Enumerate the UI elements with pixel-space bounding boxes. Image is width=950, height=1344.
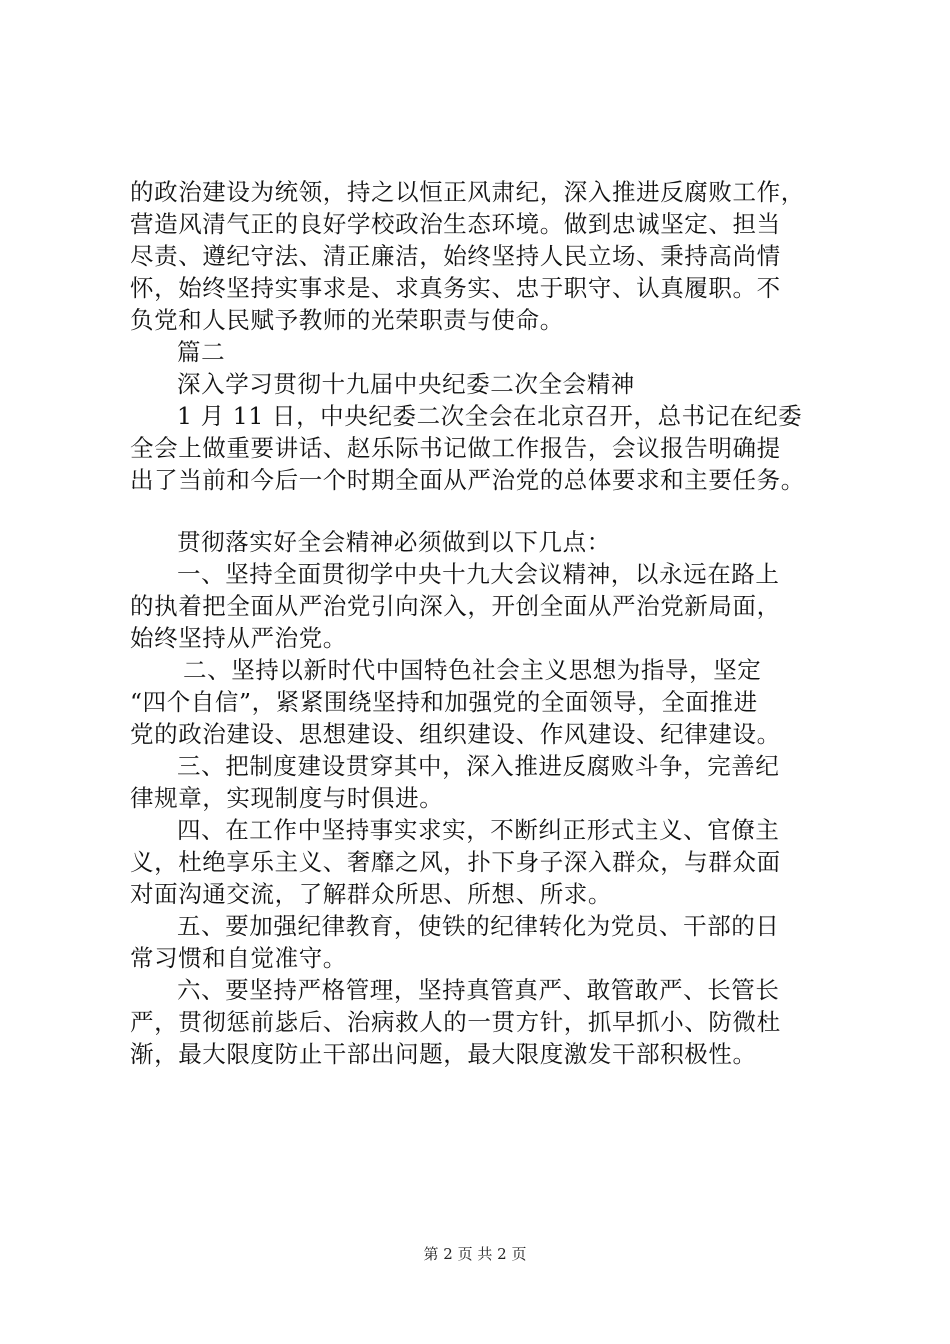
text-line: 常习惯和自觉准守。 (130, 944, 347, 972)
text-line: 负党和人民赋予教师的光荣职责与使命。 (130, 306, 564, 334)
text-line: 全会上做重要讲话、赵乐际书记做工作报告，会议报告明确提 (130, 434, 781, 462)
text-line: 尽责、遵纪守法、清正廉洁，始终坚持人民立场、秉持高尚情 (130, 242, 781, 270)
text-line: 律规章，实现制度与时俱进。 (130, 784, 444, 812)
section-title: 深入学习贯彻十九届中央纪委二次全会精神 (177, 370, 635, 398)
text-line: 三、把制度建设贯穿其中，深入推进反腐败斗争，完善纪 (177, 752, 780, 780)
text-line: 对面沟通交流，了解群众所思、所想、所求。 (130, 880, 612, 908)
text-line: 一、坚持全面贯彻学中央十九大会议精神，以永远在路上 (177, 560, 780, 588)
page-footer: 第 2 页 共 2 页 (423, 1245, 527, 1263)
text-line: 营造风清气正的良好学校政治生态环境。做到忠诚坚定、担当 (130, 210, 781, 238)
text-line: 义，杜绝享乐主义、奢靡之风，扑下身子深入群众，与群众面 (130, 848, 781, 876)
section-label: 篇二 (177, 338, 226, 366)
text-line: 的执着把全面从严治党引向深入，开创全面从严治党新局面， (130, 592, 781, 620)
text-line: 怀，始终坚持实事求是、求真务实、忠于职守、认真履职。不 (130, 274, 781, 302)
text-line: 1 月 11 日，中央纪委二次全会在北京召开，总书记在纪委 (177, 402, 803, 430)
paragraph-gap (130, 496, 835, 526)
document-body (130, 176, 835, 1070)
text-line: 四、在工作中坚持事实求实，不断纠正形式主义、官僚主 (177, 816, 780, 844)
text-line: 贯彻落实好全会精神必须做到以下几点： (177, 528, 611, 556)
text-line: 党的政治建设、思想建设、组织建设、作风建设、纪律建设。 (130, 720, 781, 748)
text-line: 出了当前和今后一个时期全面从严治党的总体要求和主要任务。 (130, 466, 805, 494)
text-line: 始终坚持从严治党。 (130, 624, 347, 652)
text-line: 的政治建设为统领，持之以恒正风肃纪，深入推进反腐败工作， (130, 178, 805, 206)
text-line: 五、要加强纪律教育，使铁的纪律转化为党员、干部的日 (177, 912, 780, 940)
text-line: “四个自信”，紧紧围绕坚持和加强党的全面领导，全面推进 (130, 688, 758, 716)
text-line: 渐，最大限度防止干部出问题，最大限度激发干部积极性。 (130, 1040, 757, 1068)
text-line: 六、要坚持严格管理，坚持真管真严、敢管敢严、长管长 (177, 976, 780, 1004)
text-line: 严，贯彻惩前毖后、治病救人的一贯方针，抓早抓小、防微杜 (130, 1008, 781, 1036)
text-line: 二、坚持以新时代中国特色社会主义思想为指导，坚定 (183, 656, 762, 684)
